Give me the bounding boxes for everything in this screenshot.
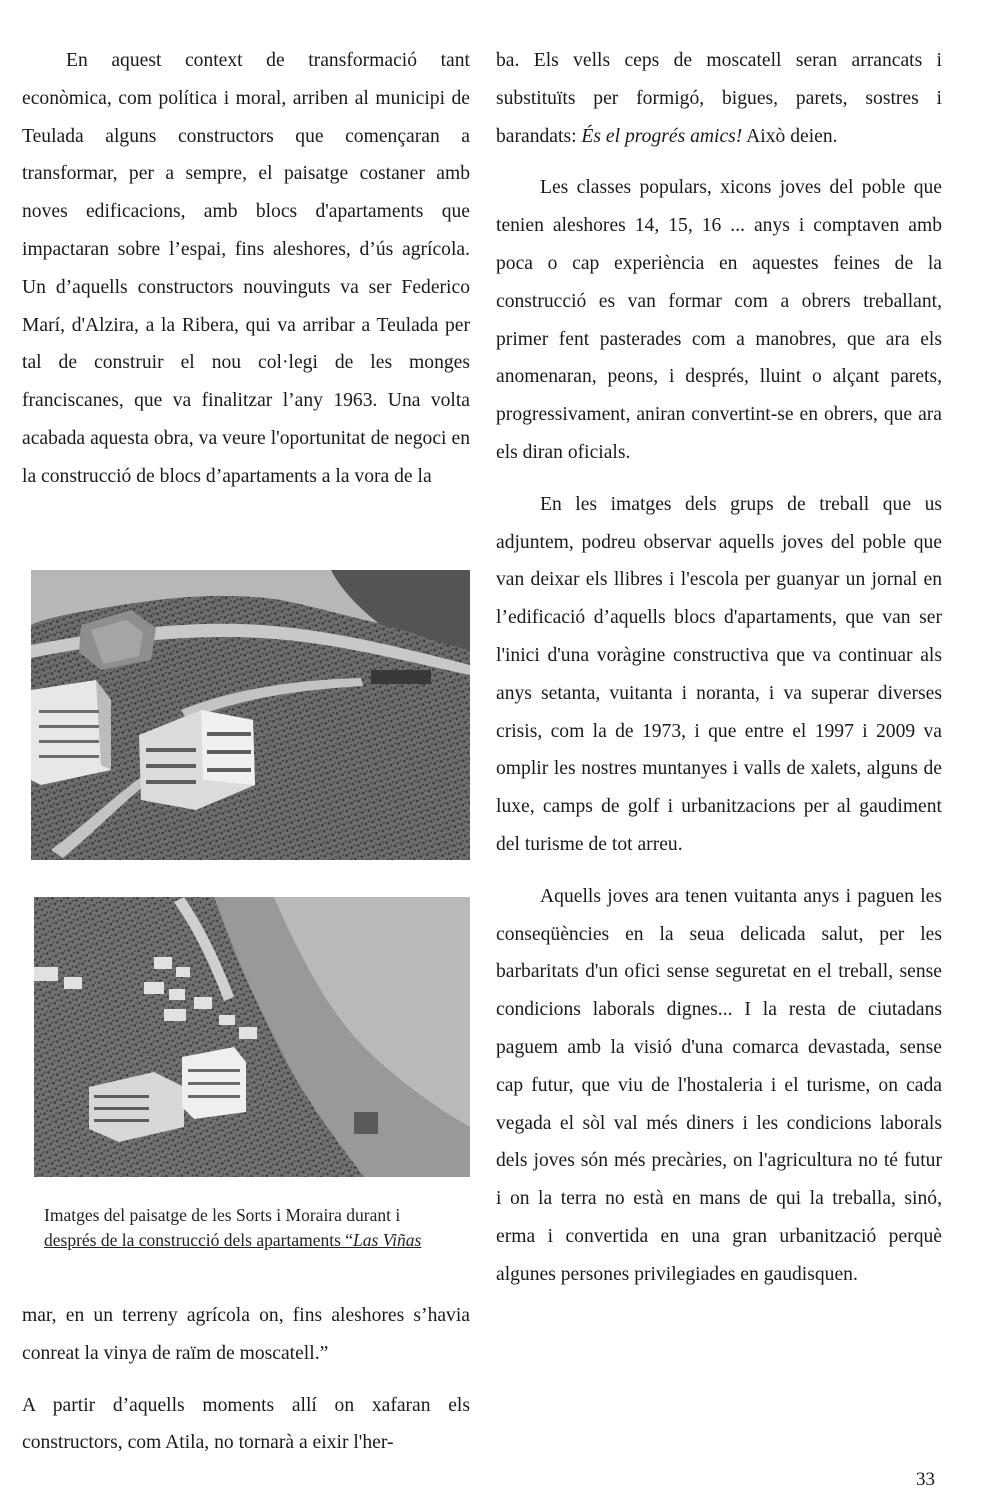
left-paragraph-1-continuation: mar, en un terreny agrícola on, fins aleshores s’havia conreat la vinya de raïm de moscatell.” [22,1305,470,1364]
left-paragraph-1: En aquest context de transformació tant econòmica, com política i moral, arriben al municipi de Teulada alguns constructors que començaran a transformar, per a sempre, el paisatge costaner amb noves edificacions, amb blocs d'apartaments que impactaran sobre l’espai, fins aleshores, d’ús agrícola. Un d’aquells constructors nouvinguts va ser Federico Marí, d'Alzira, a la Ribera, qui va arribar a Teulada per tal de construir el nou col·legi de les monges franciscanes, que va finalitzar l’any 1963. Una volta acabada aquesta obra, va veure l'oportunitat de negoci en la construcció de blocs d’apartaments a la vora de la [22,50,470,487]
right-paragraph-4: Aquells joves ara tenen vuitanta anys i paguen les conseqüències en la seua delicada salut, per les barbaritats d'un ofici sense seguretat en el treball, sense condicions laborals dignes... I la resta de ciutadans paguem amb la visió d'una comarca devastada, sense cap futur, que viu de l'hostaleria i el turisme, on cada vegada el sòl val més diners i les condicions laborals dels joves són més precàries, on l'agricultura no té futur i on la terra no està en mans de qui la treballa, sinó, erma i convertida en una gran urbanització perquè algunes persones privilegiades en gaudisquen. [496,885,942,1285]
right-paragraph-1 [496,42,942,155]
photo-2-illustration [34,897,470,1177]
caption-line-1: Imatges del paisatge de les Sorts i Moraira durant i [44,1205,401,1225]
right-paragraph-1-end: Això deien. [742,125,838,147]
aerial-photo-during-construction [31,570,470,860]
right-paragraph-2: Les classes populars, xicons joves del poble que tenien aleshores 14, 15, 16 ... anys i comptaven amb poca o cap experiència en aquestes feines de la construcció es van formar com a obrers treballant, primer fent pasterades com a manobres, que ara els anomenaran, peons, i després, lluint o alçant parets, progressivament, aniran convertint-se en obrers, que ara els diran oficials. [496,177,942,463]
caption-line-2-text: després de la construcció dels apartaments “ [44,1230,354,1250]
figure-caption [44,1203,464,1253]
left-paragraph-2: A partir d’aquells moments allí on xafaran els constructors, com Atila, no tornarà a eixir l'her- [22,1394,470,1454]
right-paragraph-1-italic: És el progrés amics! [581,125,743,147]
caption-italic-title: Las Viñas [353,1230,422,1250]
left-column-continuation [22,1297,470,1462]
page-number: 33 [916,1469,935,1490]
left-column [22,42,470,496]
photo-1-illustration [31,570,470,860]
right-paragraph-1-start: ba. Els vells ceps de moscatell seran arrancats i substituïts per formigó, bigues, parets, sostres i barandats: [496,50,942,147]
caption-line-2 [44,1230,421,1250]
right-paragraph-3: En les imatges dels grups de treball que us adjuntem, podreu observar aquells joves del poble que van deixar els llibres i l'escola per guanyar un jornal en l’edificació d’aquells blocs d'apartaments, que van ser l'inici d'una voràgine constructiva que va continuar als anys setanta, vuitanta i noranta, i va superar diverses crisis, com la de 1973, i que entre el 1997 i 2009 va omplir les nostres muntanyes i valls de xalets, alguns de luxe, camps de golf i urbanitzacions per al gaudiment del turisme de tot arreu. [496,493,942,855]
right-column [496,42,942,1294]
aerial-photo-after-construction [34,897,470,1177]
